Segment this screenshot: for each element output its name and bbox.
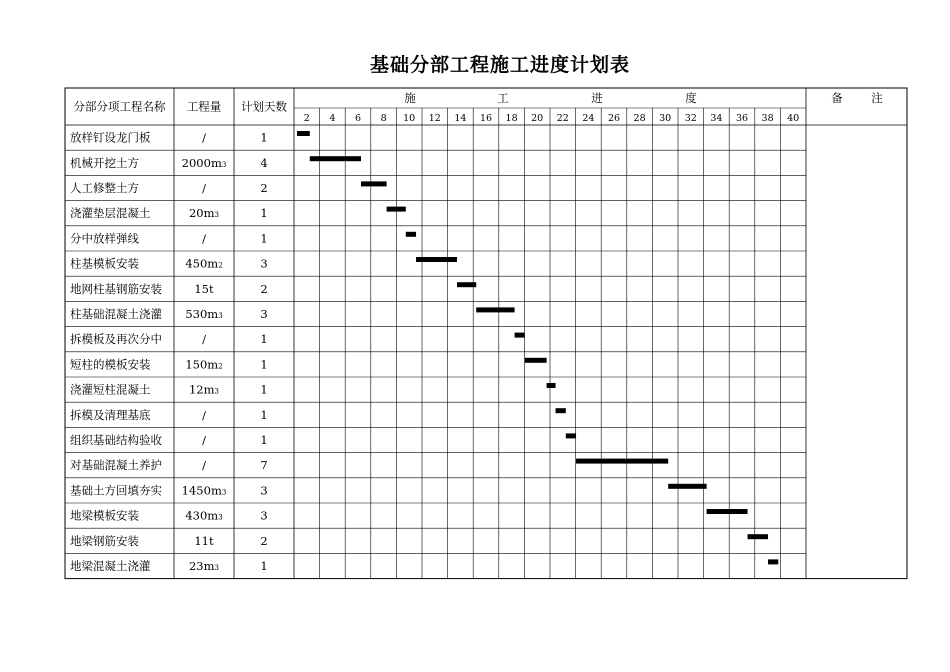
task-quantity: 530m3 — [185, 307, 223, 321]
unit-exponent: 3 — [221, 160, 227, 169]
task-name: 分中放样弹线 — [70, 231, 139, 246]
task-days: 1 — [260, 357, 268, 372]
header-progress-char: 工 — [497, 91, 509, 105]
task-name: 组织基础结构验收 — [70, 433, 162, 447]
gantt-bar — [748, 534, 768, 539]
scale-tick-label: 30 — [659, 113, 672, 124]
gantt-bar — [547, 383, 556, 388]
task-quantity: / — [202, 181, 206, 195]
task-days: 3 — [260, 508, 268, 523]
scale-tick-label: 38 — [761, 113, 774, 124]
scale-tick-label: 22 — [556, 113, 569, 124]
header-remarks-char: 注 — [871, 91, 883, 105]
task-days: 3 — [260, 256, 268, 271]
task-days: 2 — [260, 281, 268, 296]
scale-tick-label: 10 — [403, 113, 416, 124]
scale-tick-label: 32 — [684, 113, 697, 124]
task-days: 3 — [260, 483, 268, 498]
task-name: 地网柱基钢筋安装 — [70, 281, 162, 296]
gantt-bar — [476, 307, 514, 312]
header-quantity: 工程量 — [186, 99, 222, 114]
gantt-bar — [668, 484, 706, 489]
task-name: 柱基础混凝土浇灌 — [70, 307, 162, 321]
header-progress-char: 进 — [591, 91, 603, 105]
scale-tick-label: 12 — [428, 113, 441, 124]
scale-tick-label: 36 — [735, 113, 749, 124]
gantt-bar — [768, 559, 778, 564]
task-days: 1 — [260, 206, 268, 221]
task-name: 短柱的模板安装 — [70, 357, 151, 372]
task-quantity: 1450m3 — [181, 483, 227, 498]
task-quantity: 150m2 — [185, 357, 223, 372]
gantt-bar — [576, 459, 668, 464]
task-quantity: / — [202, 332, 206, 347]
unit-exponent: 3 — [214, 387, 220, 396]
header-progress-char: 度 — [685, 91, 697, 105]
scale-tick-label: 8 — [380, 113, 387, 124]
scale-tick-label: 20 — [531, 113, 544, 124]
task-days: 7 — [260, 458, 268, 473]
gantt-bar — [457, 282, 476, 287]
header-remarks-char: 备 — [831, 91, 843, 105]
scale-tick-label: 14 — [454, 113, 467, 124]
task-quantity: / — [202, 433, 206, 447]
scale-tick-label: 4 — [329, 113, 336, 124]
task-days: 3 — [260, 307, 268, 321]
task-days: 1 — [260, 130, 268, 145]
task-days: 1 — [260, 231, 268, 246]
task-name: 浇灌垫层混凝土 — [70, 206, 151, 221]
unit-exponent: 3 — [218, 513, 223, 522]
task-days: 2 — [260, 181, 268, 195]
task-days: 1 — [260, 382, 268, 397]
header-days: 计划天数 — [241, 99, 287, 114]
task-name: 机械开挖土方 — [70, 155, 139, 170]
scale-tick-label: 2 — [303, 113, 310, 124]
scale-tick-label: 16 — [479, 113, 493, 124]
gantt-bar — [566, 433, 576, 438]
gantt-bar — [416, 257, 457, 262]
task-quantity: / — [202, 458, 206, 473]
scale-tick-label: 28 — [633, 113, 646, 124]
task-name: 地梁混凝土浇灌 — [70, 559, 151, 573]
task-days: 1 — [260, 407, 268, 422]
scale-tick-label: 34 — [710, 113, 723, 124]
task-name: 放样钉设龙门板 — [70, 130, 151, 145]
task-quantity: 430m3 — [185, 508, 223, 523]
gantt-bar — [310, 156, 361, 161]
scale-tick-label: 6 — [354, 113, 362, 124]
task-name: 对基础混凝土养护 — [70, 458, 162, 473]
task-days: 1 — [260, 433, 268, 447]
task-quantity: 20m3 — [188, 206, 220, 221]
gantt-bar — [297, 131, 310, 136]
task-name: 柱基模板安装 — [70, 256, 139, 271]
task-days: 1 — [260, 559, 268, 573]
unit-exponent: 3 — [218, 312, 223, 320]
task-name: 拆模板及再次分中 — [70, 332, 162, 347]
task-name: 浇灌短柱混凝土 — [70, 382, 151, 397]
task-quantity: / — [202, 231, 206, 246]
scale-tick-label: 18 — [505, 113, 518, 124]
scale-tick-label: 24 — [582, 113, 595, 124]
header-progress-char: 施 — [404, 91, 416, 105]
gantt-bar — [361, 181, 387, 186]
unit-exponent: 3 — [214, 211, 220, 220]
gantt-bar — [406, 232, 416, 237]
task-quantity: 12m3 — [188, 382, 220, 397]
task-quantity: 2000m3 — [181, 155, 227, 170]
unit-exponent: 3 — [214, 564, 220, 572]
task-days: 1 — [260, 332, 268, 347]
gantt-bar — [556, 408, 566, 413]
task-days: 4 — [260, 155, 268, 170]
unit-exponent: 2 — [218, 261, 223, 270]
task-name: 地梁钢筋安装 — [70, 533, 139, 548]
gantt-bar — [525, 358, 547, 363]
task-quantity: 450m2 — [185, 256, 223, 271]
gantt-bar — [515, 333, 525, 338]
task-quantity: 15t — [194, 281, 214, 296]
task-name: 地梁模板安装 — [70, 508, 139, 523]
task-days: 2 — [260, 533, 268, 548]
page-title: 基础分部工程施工进度计划表 — [369, 54, 630, 76]
unit-exponent: 3 — [221, 488, 227, 497]
gantt-bar — [387, 207, 406, 212]
task-quantity: 11t — [194, 533, 214, 548]
task-name: 拆模及清理基底 — [70, 407, 151, 422]
task-name: 基础土方回填夯实 — [70, 483, 162, 498]
scale-tick-label: 40 — [787, 113, 800, 124]
task-name: 人工修整土方 — [70, 181, 139, 195]
unit-exponent: 2 — [218, 362, 223, 371]
scale-tick-label: 26 — [607, 113, 621, 124]
task-quantity: / — [202, 407, 206, 422]
task-quantity: 23m3 — [188, 559, 220, 573]
gantt-bar — [707, 509, 748, 514]
header-task: 分部分项工程名称 — [73, 99, 166, 114]
task-quantity: / — [202, 130, 206, 145]
